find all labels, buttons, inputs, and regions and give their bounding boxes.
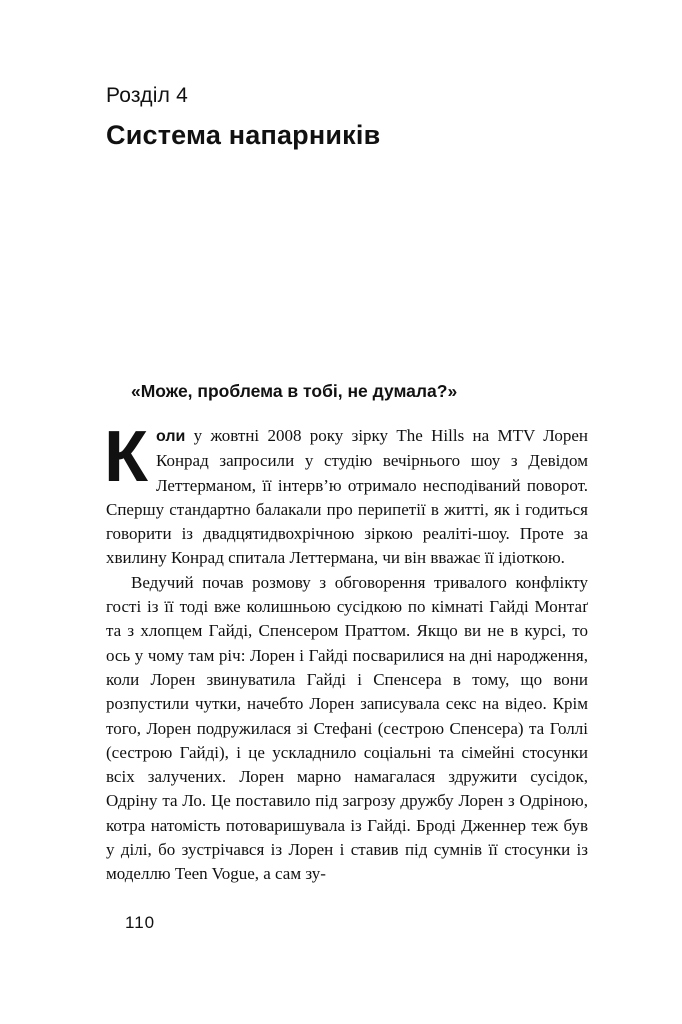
section-heading: «Може, проблема в тобі, не думала?» [131, 381, 458, 401]
lead-word: оли [155, 428, 186, 445]
body-text [104, 417, 588, 887]
paragraph-1 [104, 417, 588, 571]
chapter-title: Система напарників [106, 120, 381, 150]
page-number: 110 [125, 913, 156, 932]
chapter-label: Розділ 4 [106, 84, 188, 107]
paragraph-1-text: у жовтні 2008 року зірку The Hills на MTV Лорен Конрад запросили у студію вечірнього шоу з Девідом Леттерманом, її інтерв’ю отримало несподіваний поворот. Спершу стандартно балакали про перипетії в житті, як і годиться говорити із двадцятидвохрічною зіркою реаліті-шоу. Проте за хвилину Конрад спитала Леттермана, чи він вважає її ідіоткою. [106, 426, 588, 568]
drop-cap: К [104, 417, 148, 497]
paragraph-2: Ведучий почав розмову з обговорення тривалого конфлікту гості із її тоді вже колишньою сусідкою по кімнаті Гайді Монтаґ та з хлопцем Гайді, Спенсером Праттом. Якщо ви не в курсі, то ось у чому там річ: Лорен і Гайді посварилися на дні народження, коли Лорен звинуватила Гайді і Спенсера в тому, що вони розпустили чутки, начебто Лорен записувала секс на відео. Крім того, Лорен подружилася зі Стефані (сестрою Спенсера) та Голлі (сестрою Гайді), і це ускладнило соціальні та сімейні стосунки всіх залучених. Лорен марно намагалася здружити сусідок, Одріну та Ло. Це поставило під загрозу дружбу Лорен з Одріною, котра натомість потоваришувала із Гайді. Броді Дженнер теж був у ділі, бо зустрічався із Лорен і ставив під сумнів її стосунки із моделлю Teen Vogue, а сам зу- [106, 572, 588, 884]
